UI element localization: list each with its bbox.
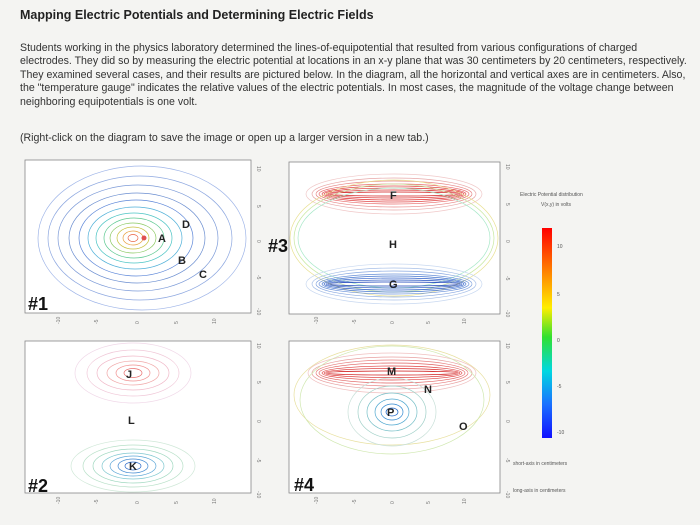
point-A-label: A <box>158 233 166 245</box>
svg-text:5: 5 <box>426 321 432 324</box>
svg-text:-10: -10 <box>56 316 62 324</box>
gauge-colorbar <box>542 228 552 438</box>
svg-text:-10: -10 <box>314 496 320 504</box>
point-A-marker <box>142 236 147 241</box>
gauge-title-2: V(x,y) in volts <box>541 202 572 208</box>
svg-text:-10: -10 <box>255 308 261 316</box>
point-P-label: P <box>387 407 395 419</box>
svg-text:10: 10 <box>557 244 563 250</box>
point-D-label: D <box>182 219 190 231</box>
svg-text:-10: -10 <box>504 310 510 318</box>
svg-text:-5: -5 <box>352 319 358 324</box>
plot-3-label: #3 <box>268 236 289 256</box>
svg-text:10: 10 <box>212 498 218 504</box>
plot-2-y-ticks <box>255 343 261 498</box>
svg-text:0: 0 <box>255 420 261 423</box>
gauge-title-1: Electric Potential distribution <box>520 192 583 198</box>
plot-4-y-ticks <box>504 343 510 498</box>
svg-text:5: 5 <box>426 501 432 504</box>
right-click-note: (Right-click on the diagram to save the image or open up a larger version in a new tab.) <box>20 132 429 144</box>
point-N-label: N <box>424 384 432 396</box>
point-G-label: G <box>389 279 398 291</box>
point-J-label: J <box>126 369 133 381</box>
point-M-label: M <box>387 366 397 378</box>
svg-text:-10: -10 <box>255 491 261 499</box>
svg-text:0: 0 <box>390 321 396 324</box>
plot-3-y-ticks <box>504 164 510 317</box>
plot-1-y-ticks <box>255 166 261 315</box>
point-C-label: C <box>199 269 207 281</box>
gauge-tick-labels <box>557 244 564 436</box>
plot-1-x-ticks <box>56 317 218 324</box>
svg-text:5: 5 <box>174 501 180 504</box>
point-O-label: O <box>459 421 468 433</box>
potential-gauge <box>513 192 583 494</box>
svg-text:0: 0 <box>135 321 141 324</box>
svg-text:10: 10 <box>255 166 261 172</box>
plot-4-label: #4 <box>294 475 315 495</box>
svg-text:-5: -5 <box>94 319 100 324</box>
svg-text:10: 10 <box>462 318 468 324</box>
svg-text:0: 0 <box>557 338 560 344</box>
plot-3-x-ticks <box>314 317 468 324</box>
svg-text:-5: -5 <box>255 275 261 280</box>
svg-text:0: 0 <box>135 501 141 504</box>
plot-4 <box>289 341 510 504</box>
point-L-label: L <box>128 415 135 427</box>
svg-text:5: 5 <box>504 203 510 206</box>
svg-text:5: 5 <box>255 381 261 384</box>
point-H-label: H <box>389 239 397 251</box>
svg-text:0: 0 <box>390 501 396 504</box>
svg-text:-5: -5 <box>504 458 510 463</box>
svg-text:5: 5 <box>174 321 180 324</box>
svg-text:-5: -5 <box>255 458 261 463</box>
axis-note-long: long-axis in centimeters <box>513 488 566 494</box>
plot-2-x-ticks <box>56 497 218 504</box>
point-K-label: K <box>129 461 137 473</box>
svg-text:-10: -10 <box>557 430 565 436</box>
svg-text:10: 10 <box>504 164 510 170</box>
plot-1 <box>25 160 261 324</box>
plot-4-x-ticks <box>314 497 468 504</box>
svg-text:5: 5 <box>557 292 560 298</box>
svg-text:-5: -5 <box>504 276 510 281</box>
svg-text:-5: -5 <box>557 384 562 390</box>
axis-note-short: short-axis in centimeters <box>513 461 568 467</box>
plot-1-label: #1 <box>28 294 49 314</box>
page-title: Mapping Electric Potentials and Determining Electric Fields <box>20 8 374 22</box>
svg-text:10: 10 <box>504 343 510 349</box>
svg-text:5: 5 <box>255 205 261 208</box>
svg-text:-10: -10 <box>56 496 62 504</box>
point-B-label: B <box>178 255 186 267</box>
point-F-label: F <box>390 190 397 202</box>
svg-text:5: 5 <box>504 381 510 384</box>
plot-2 <box>25 341 261 504</box>
plot-2-label: #2 <box>28 476 49 496</box>
svg-text:-5: -5 <box>352 499 358 504</box>
svg-text:10: 10 <box>462 498 468 504</box>
svg-text:10: 10 <box>255 343 261 349</box>
svg-text:0: 0 <box>504 420 510 423</box>
svg-text:0: 0 <box>504 240 510 243</box>
svg-text:-10: -10 <box>314 316 320 324</box>
plot-3 <box>268 162 510 324</box>
svg-text:-10: -10 <box>504 491 510 499</box>
svg-text:10: 10 <box>212 318 218 324</box>
intro-paragraph: Students working in the physics laboratory determined the lines-of-equipotential that resulted from various configurations of charged electrodes. They did so by measuring the electric potential at locations in an x-y plane that was 30 centimeters by 20 centimeters, respectively. They examined several cases, and their results are pictured below. In the diagram, all the horizontal and vertical axes are in centimeters. Also, the "temperature gauge" indicates the relative values of the electric potentials. In most cases, the magnitude of the voltage change between neighboring equipotentials is one volt. <box>20 42 687 108</box>
svg-text:0: 0 <box>255 240 261 243</box>
svg-text:-5: -5 <box>94 499 100 504</box>
